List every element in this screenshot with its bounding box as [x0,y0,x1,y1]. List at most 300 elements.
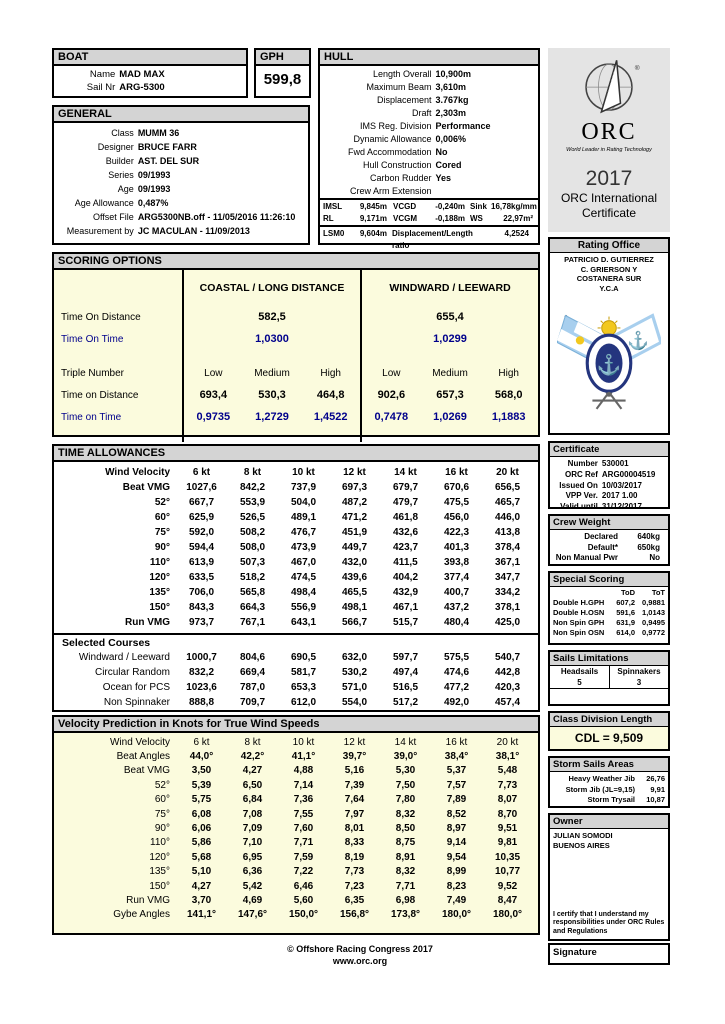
cell: 446,0 [494,512,521,523]
cell: 7,89 [446,794,467,806]
cell: 474,5 [290,572,317,583]
hull-measurements-table [320,198,538,225]
time-on-distance-row [54,306,538,328]
cell: 451,9 [341,527,368,538]
field-value: 0,487% [137,198,169,208]
website-line: www.orc.org [332,956,388,966]
field-row [550,502,668,513]
cell: 7,71 [293,837,314,849]
time-allowances-header: TIME ALLOWANCES [54,446,538,462]
field-row [320,94,538,107]
field-label: IMS Reg. Division [360,121,432,131]
cell: 7,09 [242,823,263,835]
cell: 5,75 [191,794,212,806]
row-label: Wind Velocity [105,467,170,478]
field-value: ARG5300NB.off - 11/05/2016 11:26:10 [137,212,296,222]
cell: 5,37 [446,765,467,777]
cell: 5,42 [242,880,263,892]
field-value: AST. DEL SUR [137,156,200,166]
cell: 6,84 [242,794,263,806]
cell: 498,1 [341,602,368,613]
cell: 367,1 [494,557,521,568]
cell: 449,7 [341,542,368,553]
cell: -0,240m [435,202,465,211]
time-allowances-table [54,462,538,630]
cell: 5,86 [191,837,212,849]
general-section [52,105,310,245]
hull-header: HULL [320,50,538,66]
cell: 401,3 [443,542,470,553]
row-label: Triple Number [61,367,124,379]
cell: 697,3 [341,482,368,493]
hull-section [318,48,540,250]
table-row [54,749,538,763]
cell: 625,9 [188,512,215,523]
certificate-fields [550,457,668,513]
special-scoring-section [548,571,670,645]
cell: 0,9772 [642,628,665,637]
cell: 38,4° [444,751,469,763]
field-value: No [649,553,660,562]
field-row [320,172,538,185]
svg-text:®: ® [634,64,640,72]
field-label: Heavy Weather Jib [568,774,635,783]
field-row [550,795,668,806]
rating-office-section [548,237,670,435]
cell: 973,7 [188,617,215,628]
cell: 7,39 [344,779,365,791]
cell: 3,50 [191,765,212,777]
cell: 709,7 [239,697,266,708]
owner-name-lines [550,829,668,853]
row-label: 75° [154,527,170,538]
table-row [54,807,538,821]
field-label: Builder [105,156,134,166]
special-scoring-table [550,587,668,639]
table-row [54,893,538,907]
cell: 14 kt [394,467,417,478]
field-label: Maximum Beam [366,82,432,92]
field-label: Number [567,459,598,468]
table-row [54,695,538,710]
table-row [54,821,538,835]
cell: 6,98 [395,894,416,906]
table-row [320,201,538,213]
cell: 7,08 [242,808,263,820]
cell: 5,30 [395,765,416,777]
certificate-header: Certificate [550,443,668,457]
table-row [553,628,665,638]
field-value: 3,610m [435,82,467,92]
cell: 20 kt [496,467,519,478]
cell: 10,35 [494,851,521,863]
cell: Displacement/Length ratio [392,229,473,250]
field-row [320,107,538,120]
cell: 657,3 [436,389,464,401]
cell: 592,0 [188,527,215,538]
cell: Sink [470,202,487,211]
text-line: COSTANERA SUR [576,274,642,283]
field-label: VPP Ver. [565,491,598,501]
field-label: Default* [587,542,618,552]
cell: 393,8 [443,557,470,568]
sails-limitations-header: Sails Limitations [550,652,668,666]
windward-column-header: WINDWARD / LEEWARD [360,270,538,306]
table-row [54,778,538,792]
field-row [54,168,308,182]
field-row [320,68,538,81]
cell: 530,3 [258,389,286,401]
cell: 411,5 [393,557,418,568]
row-label: Non Spin OSN [553,628,605,637]
cell: 7,50 [395,779,416,791]
field-row [550,543,668,554]
cell: 8,70 [497,808,518,820]
crew-weight-section [548,514,670,566]
field-row [320,185,538,198]
cell: 4,27 [242,765,263,777]
field-value: 09/1993 [137,184,171,194]
copyright-line: © Offshore Racing Congress 2017 [287,944,433,954]
cell: 8,07 [497,794,518,806]
cell: 508,0 [239,542,266,553]
field-row [320,81,538,94]
velocity-prediction-section [52,715,540,935]
certificate-title-line2: Certificate [581,206,637,220]
cell: 476,7 [290,527,317,538]
field-row [54,68,246,81]
row-label: Beat VMG [122,482,170,493]
spinnakers-value: 3 [609,677,668,688]
cell: 8,99 [446,866,467,878]
cell: 442,8 [494,667,521,678]
cell: 655,4 [360,306,538,328]
cell: 471,2 [341,512,368,523]
cell: 7,80 [395,794,416,806]
cell: 8,47 [497,894,518,906]
cell: 1,1883 [491,411,526,423]
cell: 9,14 [446,837,467,849]
cell: 7,73 [497,779,518,791]
cell: 0,9735 [196,411,231,423]
cell: 1023,6 [186,682,217,693]
time-on-time-row [54,328,538,350]
cell: 607,2 [616,598,635,607]
hull-fields [320,66,538,198]
table-row [54,555,538,570]
cell: 670,6 [443,482,470,493]
cell: 7,22 [293,866,314,878]
table-row [54,510,538,525]
cell: 1,0269 [433,411,467,423]
table-row [54,850,538,864]
cell: 413,8 [494,527,521,538]
field-row [54,140,308,154]
table-row [54,650,538,665]
cell: 7,10 [242,837,263,849]
cell: 14 kt [394,736,417,748]
table-row [54,465,538,480]
cell: 474,6 [443,667,470,678]
cell: 7,73 [344,866,365,878]
text-line: C. GRIERSON Y [580,264,638,274]
cell: 7,71 [395,880,416,892]
field-label: Declared [584,532,618,541]
field-value: 26,76 [646,774,665,783]
cell: 633,5 [188,572,215,583]
cell: 8,32 [395,808,416,820]
cell: 7,60 [293,823,314,835]
row-label: 135° [149,866,170,878]
table-row [54,570,538,585]
cell: 9,604m [359,229,387,238]
field-row [550,491,668,502]
cell: 1027,6 [186,482,217,493]
cell: 22,97m² [503,213,533,223]
cell: 7,36 [293,794,314,806]
boat-header: BOAT [54,50,246,66]
cell: 581,7 [290,667,317,678]
cell: 1,2729 [255,411,289,423]
cell: 16 kt [445,467,468,478]
gph-section [254,48,311,98]
cell: 832,2 [188,667,215,678]
row-label: Double H.OSN [553,608,605,617]
field-label: Valid until [560,502,598,512]
orc-logo-box [548,48,670,232]
cell: 643,1 [290,617,317,628]
cell: 10 kt [292,736,315,748]
cell: 180,0° [441,909,472,921]
triple-time-on-time-row [54,406,538,428]
cell: 767,1 [239,617,266,628]
cell: 425,0 [494,617,521,628]
cell: 553,9 [239,497,266,508]
table-row [54,764,538,778]
coastal-column-header: COASTAL / LONG DISTANCE [182,270,360,306]
field-label: ORC Ref [565,469,598,479]
cell: High [320,367,341,379]
cell: 6,46 [293,880,314,892]
certificate-title-line1: ORC International [560,191,658,205]
sails-limitations-headers [550,666,668,677]
cell: 9,81 [497,837,518,849]
field-label: Class [111,128,134,138]
cell: 526,5 [239,512,266,523]
velocity-prediction-table [54,733,538,922]
sails-limitations-section [548,650,670,706]
field-value: MAD MAX [119,69,165,80]
cell: 530,2 [341,667,368,678]
table-row [54,735,538,749]
cell: 6 kt [192,467,211,478]
field-value: MUMM 36 [137,128,180,138]
class-division-length-header: Class Division Length [550,713,668,727]
row-label: 90° [154,823,170,835]
row-label: Ocean for PCS [102,682,170,693]
field-row [320,146,538,159]
scoring-table [54,270,538,442]
cell: 420,3 [494,682,521,693]
table-row [553,618,665,628]
row-label: 52° [154,497,170,508]
cell: 16,78kg/mm [491,202,537,211]
field-label: Carbon Rudder [369,173,432,183]
cell: 507,3 [239,557,266,568]
cell: 737,9 [290,482,317,493]
text-line: BUENOS AIRES [553,841,610,850]
field-value: Performance [435,121,491,131]
cell: 432,6 [392,527,419,538]
cell: 467,1 [392,602,419,613]
cell: 473,9 [290,542,317,553]
table-row [320,228,538,251]
cell: 664,3 [239,602,266,613]
row-label: Run VMG [125,617,170,628]
cell: 141,1° [186,909,217,921]
cell: 173,8° [390,909,421,921]
cell: Low [204,367,223,379]
cell: WS [470,213,483,223]
cell: 9,845m [359,202,387,211]
field-value: 650kg [637,542,660,552]
cell: 5,39 [191,779,212,791]
general-header: GENERAL [54,107,308,123]
field-label: Crew Arm Extension [350,186,432,196]
field-label: Sail Nr [86,82,116,93]
spacer-row [54,428,538,442]
field-label: Hull Construction [363,160,432,170]
field-label: Dynamic Allowance [353,134,432,144]
field-row [550,532,668,543]
field-value: Cored [435,160,462,170]
cell: 6,36 [242,866,263,878]
cell: 464,8 [316,389,345,401]
field-row [320,120,538,133]
field-value: No [435,147,448,157]
cell: 8,50 [395,823,416,835]
cell: 477,2 [443,682,470,693]
field-value: 10,87 [646,795,665,804]
cell: 465,7 [494,497,521,508]
cell: 508,2 [239,527,266,538]
cell: 334,2 [494,587,521,598]
cell: 8 kt [244,736,261,748]
cell: 6,06 [191,823,212,835]
row-label: Wind Velocity [109,736,170,748]
cell: IMSL [323,202,343,211]
signature-section: Signature [548,943,670,965]
cell: 461,8 [392,512,419,523]
cell: 7,23 [344,880,365,892]
field-value: BRUCE FARR [137,142,197,152]
gph-value: 599,8 [263,71,302,88]
cell: 9,54 [446,851,467,863]
top-section [52,48,540,250]
cell: 8,75 [395,837,416,849]
selected-courses-table [54,650,538,710]
cell: 7,55 [293,808,314,820]
empty-row [550,688,668,702]
page-footer [52,943,668,967]
row-label: 150° [149,602,170,613]
field-value: 31/12/2017 [601,502,642,512]
cell: 479,7 [392,497,419,508]
cell: 8,19 [344,851,365,863]
cell: LSM0 [323,229,345,238]
cell: VCGD [393,202,417,211]
cell: 8,91 [395,851,416,863]
cell: 10,77 [494,866,521,878]
field-row [54,210,308,224]
special-scoring-header: Special Scoring [550,573,668,587]
table-row [54,480,538,495]
field-label: Designer [97,142,134,152]
cell: Low [382,367,401,379]
cell: 44,0° [189,751,214,763]
field-label: Name [89,69,116,80]
boat-fields [54,66,246,94]
orc-tagline: World Leader in Rating Technology [566,147,652,153]
cell: 6,95 [242,851,263,863]
cell: 39,7° [342,751,367,763]
cell: 612,0 [290,697,317,708]
cell: 613,9 [188,557,215,568]
scoring-column-headers [54,270,538,306]
table-row [54,585,538,600]
special-scoring-rows [553,598,665,638]
field-row [550,774,668,785]
cell: 12 kt [343,736,366,748]
cell: 706,0 [188,587,215,598]
cell: 515,7 [392,617,419,628]
tot-column-header: ToT [651,588,665,597]
cell: 7,97 [344,808,365,820]
cell: 690,5 [290,652,317,663]
cell: 6,08 [191,808,212,820]
field-value: 0,006% [435,134,467,144]
cell: 4,2524 [504,229,529,238]
field-value: 3.767kg [435,95,469,105]
field-value: 640kg [637,532,660,541]
field-label: Issued On [559,480,598,490]
cell: 4,27 [191,880,212,892]
cell: 5,68 [191,851,212,863]
row-label: 90° [154,542,170,553]
cell: 7,14 [293,779,314,791]
cell: 843,3 [188,602,215,613]
cell: 540,7 [494,652,521,663]
triple-number-row [54,362,538,384]
cell: 1000,7 [186,652,217,663]
cell: 378,1 [494,602,521,613]
cell: 487,2 [341,497,368,508]
sails-limitations-values [550,677,668,688]
gph-header: GPH [256,50,309,66]
table-row [54,836,538,850]
table-row [54,540,538,555]
cell: VCGM [393,213,417,223]
field-value: JC MACULAN - 11/09/2013 [137,226,250,236]
cell: 565,8 [239,587,266,598]
hull-lsm-table [320,225,538,252]
field-label: Fwd Accommodation [347,147,432,157]
cell: 594,4 [188,542,215,553]
cell: Medium [254,367,290,379]
cell: 475,5 [443,497,470,508]
boat-section [52,48,248,98]
cell: 5,10 [191,866,212,878]
